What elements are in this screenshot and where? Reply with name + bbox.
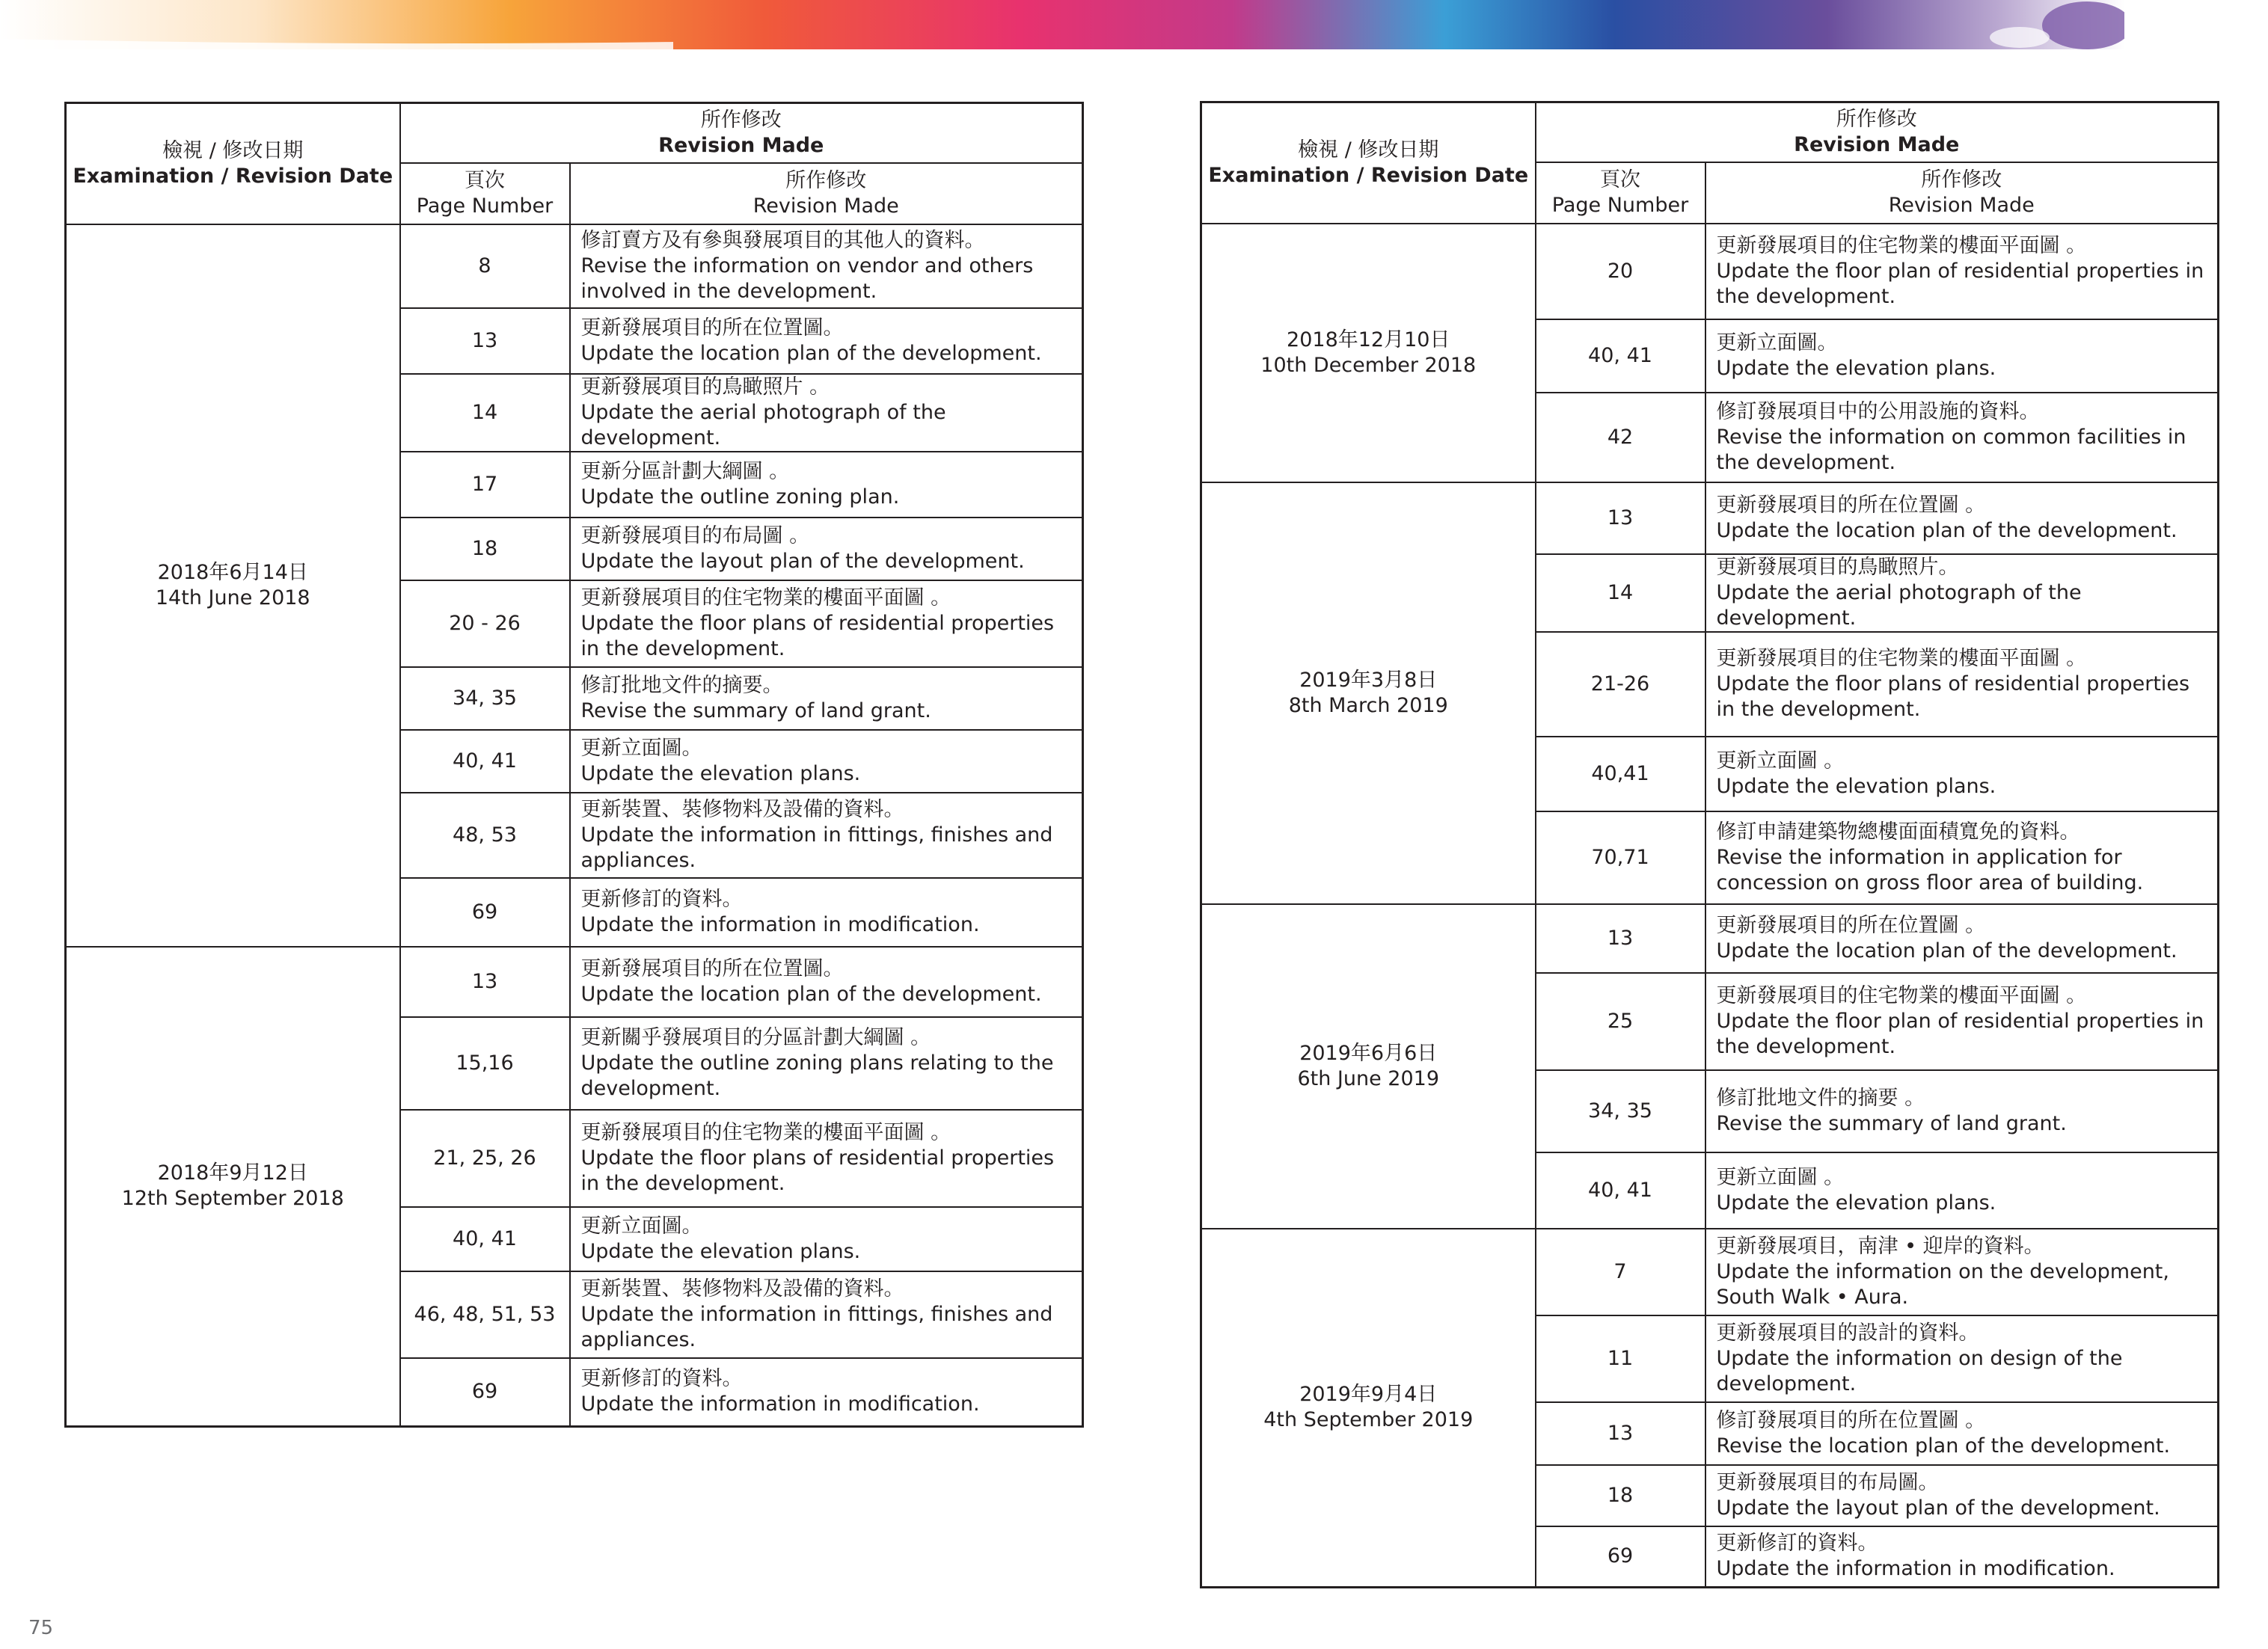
page-number: 21, 25, 26 bbox=[400, 1110, 570, 1207]
header-revision-en: Revision Made bbox=[658, 133, 824, 157]
table-row bbox=[1201, 1229, 2219, 1315]
revision-description bbox=[570, 580, 1083, 667]
header-page-zh: 頁次 bbox=[465, 168, 505, 192]
revision-zh: 修訂申請建築物總樓面面積寬免的資料。 bbox=[1716, 820, 2080, 844]
revision-zh: 更新發展項目的所在位置圖。 bbox=[580, 316, 844, 340]
page-number: 20 - 26 bbox=[400, 580, 570, 667]
page-number: 11 bbox=[1536, 1315, 1705, 1402]
date-zh: 2019年3月8日 bbox=[1299, 668, 1438, 692]
page-number: 34, 35 bbox=[1536, 1070, 1705, 1152]
header-desc bbox=[570, 163, 1083, 224]
revision-description bbox=[1705, 811, 2219, 904]
table-row bbox=[1201, 904, 2219, 973]
page-number: 13 bbox=[1536, 482, 1705, 554]
revision-zh: 更新發展項目的住宅物業的樓面平面圖 。 bbox=[1716, 983, 2087, 1007]
revision-description bbox=[1705, 1402, 2219, 1465]
revision-description bbox=[1705, 632, 2219, 737]
date-zh: 2019年6月6日 bbox=[1299, 1041, 1438, 1065]
revision-description bbox=[1705, 554, 2219, 632]
revision-zh: 更新立面圖 。 bbox=[1716, 1165, 1845, 1189]
header-revision-en: Revision Made bbox=[1794, 132, 1960, 156]
header-desc-zh: 所作修改 bbox=[785, 168, 867, 192]
revision-en: Update the information in modification. bbox=[580, 1392, 980, 1416]
revision-description bbox=[1705, 1229, 2219, 1315]
page-number: 69 bbox=[1536, 1526, 1705, 1588]
date-cell bbox=[66, 224, 400, 947]
revision-en: Update the location plan of the development. bbox=[580, 982, 1042, 1006]
revision-zh: 更新發展項目的住宅物業的樓面平面圖 。 bbox=[1716, 646, 2087, 670]
revision-en: Revise the information on vendor and others involved in the development. bbox=[580, 254, 1034, 303]
date-zh: 2018年12月10日 bbox=[1287, 328, 1450, 351]
revision-en: Update the location plan of the development. bbox=[1716, 518, 2177, 542]
revision-en: Update the outline zoning plan. bbox=[580, 485, 900, 509]
page-number: 15,16 bbox=[400, 1017, 570, 1110]
header-page bbox=[400, 163, 570, 224]
revision-zh: 更新發展項目的設計的資料。 bbox=[1716, 1321, 1979, 1345]
date-zh: 2018年6月14日 bbox=[157, 560, 308, 584]
revision-description bbox=[1705, 1526, 2219, 1588]
header-date bbox=[1201, 102, 1536, 224]
revision-description bbox=[1705, 482, 2219, 554]
header-revision-zh: 所作修改 bbox=[700, 108, 782, 132]
revision-en: Update the floor plan of residential properties in the development. bbox=[1716, 259, 2204, 308]
revision-en: Update the elevation plans. bbox=[1716, 774, 1996, 798]
revision-description bbox=[570, 1110, 1083, 1207]
revision-zh: 更新修訂的資料。 bbox=[1716, 1532, 1878, 1556]
revision-description bbox=[570, 947, 1083, 1017]
date-en: 12th September 2018 bbox=[121, 1187, 344, 1211]
page-number: 13 bbox=[1536, 904, 1705, 973]
revision-description bbox=[1705, 319, 2219, 393]
page-number: 14 bbox=[400, 374, 570, 452]
revision-en: Update the layout plan of the development. bbox=[1716, 1496, 2160, 1520]
date-cell bbox=[1201, 904, 1536, 1229]
header-page-zh: 頁次 bbox=[1600, 168, 1640, 191]
revision-description bbox=[570, 878, 1083, 947]
page-number: 34, 35 bbox=[400, 667, 570, 730]
revision-en: Revise the information on common facilities in the development. bbox=[1716, 425, 2186, 474]
revision-en: Update the information on design of the development. bbox=[1716, 1346, 2123, 1395]
revision-description bbox=[1705, 1152, 2219, 1229]
revision-zh: 更新發展項目的鳥瞰照片 。 bbox=[580, 375, 830, 399]
revision-en: Update the elevation plans. bbox=[1716, 1191, 1996, 1215]
date-cell bbox=[1201, 482, 1536, 904]
page-number: 13 bbox=[1536, 1402, 1705, 1465]
revision-zh: 修訂批地文件的摘要 。 bbox=[1716, 1086, 1925, 1110]
revision-en: Update the outline zoning plans relating to the development. bbox=[580, 1051, 1054, 1100]
revision-description bbox=[1705, 1315, 2219, 1402]
header-revision-zh: 所作修改 bbox=[1836, 107, 1917, 131]
page-number: 70,71 bbox=[1536, 811, 1705, 904]
revision-en: Update the floor plans of residential properties in the development. bbox=[580, 1146, 1055, 1195]
table-row bbox=[1201, 224, 2219, 319]
header-desc bbox=[1705, 162, 2219, 224]
revision-en: Update the elevation plans. bbox=[580, 1239, 861, 1263]
table-row bbox=[1201, 482, 2219, 554]
revision-description bbox=[570, 1017, 1083, 1110]
revision-zh: 修訂賣方及有參與發展項目的其他人的資料。 bbox=[580, 228, 985, 252]
revision-en: Update the information in fittings, finishes and appliances. bbox=[580, 1302, 1053, 1351]
date-zh: 2019年9月4日 bbox=[1299, 1383, 1438, 1407]
revision-zh: 修訂發展項目的所在位置圖 。 bbox=[1716, 1408, 1986, 1432]
revision-zh: 更新立面圖。 bbox=[580, 736, 702, 760]
page-number: 40, 41 bbox=[1536, 1152, 1705, 1229]
revision-zh: 更新立面圖。 bbox=[580, 1214, 702, 1238]
revision-en: Update the information in fittings, finishes and appliances. bbox=[580, 823, 1053, 872]
header-date-en: Examination / Revision Date bbox=[73, 164, 393, 188]
date-en: 10th December 2018 bbox=[1260, 353, 1477, 377]
revision-en: Update the floor plan of residential properties in the development. bbox=[1716, 1009, 2204, 1058]
revision-zh: 更新裝置、裝修物料及設備的資料。 bbox=[580, 1277, 904, 1301]
revision-zh: 更新分區計劃大綱圖 。 bbox=[580, 459, 790, 483]
revision-en: Revise the location plan of the development. bbox=[1716, 1434, 2171, 1458]
revision-description bbox=[1705, 224, 2219, 319]
header-desc-zh: 所作修改 bbox=[1921, 168, 2002, 191]
page-number: 40, 41 bbox=[1536, 319, 1705, 393]
page-number: 69 bbox=[400, 1358, 570, 1427]
revision-description bbox=[570, 730, 1083, 793]
page-number: 46, 48, 51, 53 bbox=[400, 1271, 570, 1358]
revision-zh: 更新修訂的資料。 bbox=[580, 887, 743, 911]
revision-zh: 更新立面圖。 bbox=[1716, 331, 1838, 354]
page-number: 40,41 bbox=[1536, 737, 1705, 811]
revision-description bbox=[570, 1207, 1083, 1271]
header-revision bbox=[1536, 102, 2219, 162]
revision-zh: 更新裝置、裝修物料及設備的資料。 bbox=[580, 797, 904, 821]
page-number: 13 bbox=[400, 947, 570, 1017]
header-date bbox=[66, 103, 400, 224]
revision-en: Revise the summary of land grant. bbox=[580, 698, 931, 722]
page-number: 17 bbox=[400, 452, 570, 518]
page-number: 8 bbox=[400, 224, 570, 308]
revision-en: Update the elevation plans. bbox=[580, 761, 861, 785]
header-page-en: Page Number bbox=[1551, 193, 1689, 217]
revision-zh: 更新發展項目的住宅物業的樓面平面圖 。 bbox=[1716, 233, 2087, 257]
revision-zh: 更新發展項目的鳥瞰照片。 bbox=[1716, 555, 1959, 579]
revision-description bbox=[1705, 973, 2219, 1070]
revision-description bbox=[570, 518, 1083, 580]
page-number: 40, 41 bbox=[400, 1207, 570, 1271]
revision-description bbox=[1705, 737, 2219, 811]
page-number: 42 bbox=[1536, 393, 1705, 482]
revision-en: Update the location plan of the development. bbox=[580, 341, 1042, 365]
header-page-en: Page Number bbox=[416, 194, 554, 218]
revision-description bbox=[1705, 1070, 2219, 1152]
revision-zh: 更新修訂的資料。 bbox=[580, 1367, 743, 1391]
revision-en: Revise the summary of land grant. bbox=[1716, 1111, 2067, 1135]
revision-zh: 更新發展項目，南津 • 迎岸的資料。 bbox=[1716, 1234, 2044, 1258]
revision-en: Update the aerial photograph of the development. bbox=[580, 400, 946, 449]
revision-description bbox=[570, 224, 1083, 308]
page-number: 48, 53 bbox=[400, 793, 570, 878]
revision-zh: 修訂批地文件的摘要。 bbox=[580, 673, 783, 697]
date-en: 8th March 2019 bbox=[1288, 693, 1448, 717]
revision-zh: 更新發展項目的布局圖 。 bbox=[580, 523, 810, 547]
revision-zh: 更新發展項目的所在位置圖 。 bbox=[1716, 913, 1986, 937]
revision-zh: 更新發展項目的所在位置圖。 bbox=[580, 956, 844, 980]
revision-description bbox=[570, 793, 1083, 878]
page-number: 40, 41 bbox=[400, 730, 570, 793]
page-number: 7 bbox=[1536, 1229, 1705, 1315]
page-number: 69 bbox=[400, 878, 570, 947]
revision-en: Update the elevation plans. bbox=[1716, 356, 1996, 380]
revision-en: Revise the information in application for concession on gross floor area of building. bbox=[1716, 845, 2144, 894]
date-zh: 2018年9月12日 bbox=[157, 1161, 308, 1185]
revision-en: Update the information in modification. bbox=[1716, 1557, 2115, 1581]
header-desc-en: Revision Made bbox=[753, 194, 899, 218]
header-desc-en: Revision Made bbox=[1888, 193, 2035, 217]
revision-description bbox=[1705, 1465, 2219, 1526]
revision-en: Update the information in modification. bbox=[580, 912, 980, 936]
revision-zh: 更新發展項目的住宅物業的樓面平面圖 。 bbox=[580, 1120, 951, 1144]
header-date-en: Examination / Revision Date bbox=[1208, 163, 1529, 187]
page-number: 25 bbox=[1536, 973, 1705, 1070]
date-cell bbox=[66, 947, 400, 1427]
date-en: 6th June 2019 bbox=[1297, 1066, 1440, 1090]
date-cell bbox=[1201, 1229, 1536, 1588]
revision-en: Update the layout plan of the development. bbox=[580, 549, 1025, 573]
page-number: 13 bbox=[400, 308, 570, 374]
header-page bbox=[1536, 162, 1705, 224]
revision-en: Update the floor plans of residential properties in the development. bbox=[1716, 672, 2190, 721]
revision-description bbox=[570, 374, 1083, 452]
page-number: 18 bbox=[400, 518, 570, 580]
revision-table-right bbox=[1200, 101, 2219, 1588]
revision-en: Update the location plan of the development. bbox=[1716, 939, 2177, 962]
date-en: 14th June 2018 bbox=[155, 586, 310, 609]
table-row bbox=[66, 224, 1083, 308]
revision-description bbox=[570, 1358, 1083, 1427]
page-number: 18 bbox=[1536, 1465, 1705, 1526]
header-date-zh: 檢視 / 修改日期 bbox=[162, 138, 304, 162]
revision-description bbox=[570, 452, 1083, 518]
page-number: 21-26 bbox=[1536, 632, 1705, 737]
revision-description bbox=[1705, 393, 2219, 482]
date-en: 4th September 2019 bbox=[1263, 1408, 1474, 1432]
page-number: 14 bbox=[1536, 554, 1705, 632]
date-cell bbox=[1201, 224, 1536, 482]
revision-table-left bbox=[64, 102, 1084, 1428]
revision-zh: 修訂發展項目中的公用設施的資料。 bbox=[1716, 399, 2040, 423]
watercolor-banner bbox=[0, 0, 2124, 49]
revision-description bbox=[570, 1271, 1083, 1358]
revision-zh: 更新關乎發展項目的分區計劃大綱圖 。 bbox=[580, 1025, 931, 1049]
table-row bbox=[66, 947, 1083, 1017]
header-revision bbox=[400, 103, 1083, 163]
revision-en: Update the information on the development, South Walk • Aura. bbox=[1716, 1259, 2169, 1309]
revision-description bbox=[570, 667, 1083, 730]
revision-zh: 更新發展項目的所在位置圖 。 bbox=[1716, 493, 1986, 517]
page-number-footer: 75 bbox=[28, 1617, 54, 1639]
page-number: 20 bbox=[1536, 224, 1705, 319]
revision-description bbox=[570, 308, 1083, 374]
revision-description bbox=[1705, 904, 2219, 973]
revision-en: Update the aerial photograph of the development. bbox=[1716, 580, 2082, 630]
revision-zh: 更新發展項目的布局圖。 bbox=[1716, 1470, 1939, 1494]
revision-en: Update the floor plans of residential properties in the development. bbox=[580, 611, 1055, 660]
header-date-zh: 檢視 / 修改日期 bbox=[1298, 138, 1439, 162]
revision-zh: 更新立面圖 。 bbox=[1716, 749, 1845, 773]
revision-zh: 更新發展項目的住宅物業的樓面平面圖 。 bbox=[580, 586, 951, 609]
